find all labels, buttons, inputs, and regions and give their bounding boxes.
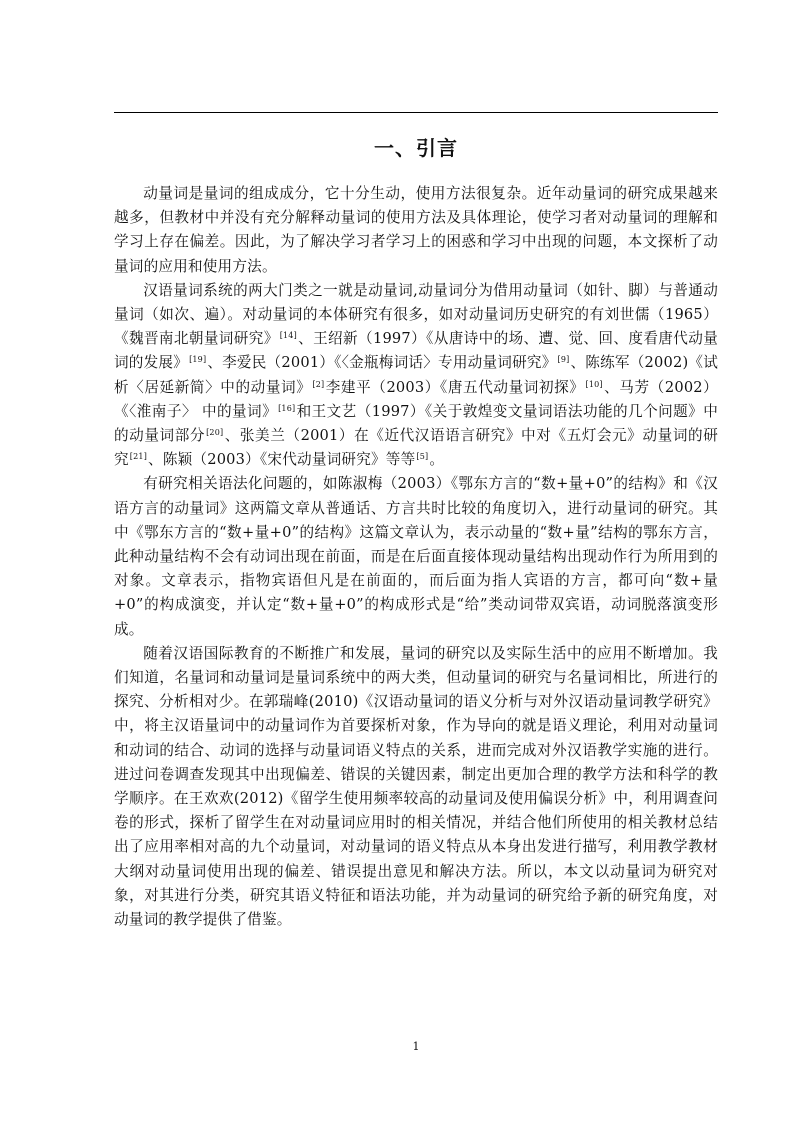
citation-marker: [10] bbox=[585, 379, 603, 389]
text-run: 、王绍新（1997）《从唐诗中的场、遭、觉、回、度看唐代动量词的发展》 bbox=[114, 330, 718, 372]
text-run: 。 bbox=[429, 451, 445, 469]
text-run: 随着汉语国际教育的不断推广和发展，量词的研究以及实际生活中的应用不断增加。我们知道，名量词和动量词是量词系统中的两大类，但动量词的研究与名量词相比，所进行的探究、分析相对少。在郭瑞峰(2010)《汉语动量词的语义分析与对外汉语动量词教学研究》中，将主汉语量词中的动量词作为首要探析对象，作为导向的就是语义理论，利用对动量词和动词的结合、动词的选择与动量词语义特点的关系，进而完成对外汉语教学实施的进行。进过问卷调查发现其中出现偏差、错误的关键因素，制定出更加合理的教学方法和科学的教学顺序。在王欢欢(2012)《留学生使用频率较高的动量词及使用偏误分析》中，利用调查问卷的形式，探析了留学生在对动量词应用时的相关情况，并结合他们所使用的相关教材总结出了应用率相对高的九个动量词，对动量词的语义特点从本身出发进行描写，利用教学教材大纲对动量词使用出现的偏差、错误提出意见和解决方法。所以，本文以动量词为研究对象，对其进行分类，研究其语义特征和语法功能，并为动量词的研究给予新的研究角度，对动量词的教学提供了借鉴。 bbox=[114, 644, 718, 929]
citation-marker: [21] bbox=[129, 452, 148, 462]
text-run: 、陈颖（2003）《宋代动量词研究》等等 bbox=[148, 451, 416, 469]
text-run: 、李爱民（2001）《〈金瓶梅词话〉专用动量词研究》 bbox=[207, 354, 557, 372]
paragraph bbox=[114, 182, 718, 279]
text-run: 李建平（2003）《唐五代动量词初探》 bbox=[325, 378, 585, 396]
citation-marker: [14] bbox=[279, 331, 297, 341]
text-run: 汉语量词系统的两大门类之一就是动量词,动量词分为借用动量词（如针、脚）与普通动量词（如次、遍）。对动量词的本体研究有很多，如对动量词历史研究的有刘世儒（1965）《魏晋南北朝量词研究》 bbox=[114, 281, 718, 348]
text-run: 有研究相关语法化问题的，如陈淑梅（2003）《鄂东方言的“数+量+0”的结构》和《汉语方言的动量词》这两篇文章从普通话、方言共时比较的角度切入，进行动量词的研究。其中《鄂东方言的“数+量+0”的结构》这篇文章认为，表示动量的“数+量”结构的鄂东方言，此种动量结构不会有动词出现在前面，而是在后面直接体现动量结构出现动作行为所用到的对象。文章表示，指物宾语但凡是在前面的，而后面为指人宾语的方言，都可向“数+量+0”的构成演变，并认定“数+量+0”的构成形式是“给”类动词带双宾语，动词脱落演变形成。 bbox=[114, 475, 718, 638]
citation-marker: [5] bbox=[416, 452, 429, 462]
citation-marker: [19] bbox=[189, 355, 207, 365]
citation-marker: [16] bbox=[278, 403, 296, 413]
text-run: 和王文艺（1997）《关于敦煌变文量词语法功能的几个问题》中的动量词部分 bbox=[114, 402, 718, 445]
citation-marker: [9] bbox=[557, 355, 570, 365]
text-run: 、马芳（2002）《〈淮南子〉 中的量词》 bbox=[114, 378, 718, 420]
text-run: 、陈练军（2002)《试析〈居延新简〉中的动量词》 bbox=[114, 354, 718, 396]
citation-marker: [20] bbox=[206, 428, 224, 438]
body-text bbox=[114, 182, 718, 932]
text-run: 、张美兰（2001）在《近代汉语语言研究》中对《五灯会元》动量词的研究 bbox=[114, 427, 718, 469]
citation-marker: [2] bbox=[312, 379, 325, 389]
page-number: 1 bbox=[412, 1040, 420, 1053]
text-run: 动量词是量词的组成成分，它十分生动，使用方法很复杂。近年动量词的研究成果越来越多，但教材中并没有充分解释动量词的使用方法及具体理论，使学习者对动量词的理解和学习上存在偏差。因此，为了解决学习者学习上的困惑和学习中出现的问题，本文探析了动量词的应用和使用方法。 bbox=[114, 185, 718, 275]
paragraph bbox=[114, 642, 718, 932]
section-heading: 一、引言 bbox=[374, 136, 458, 160]
paragraph bbox=[114, 279, 718, 473]
paragraph bbox=[114, 472, 718, 641]
header-rule bbox=[114, 112, 718, 113]
